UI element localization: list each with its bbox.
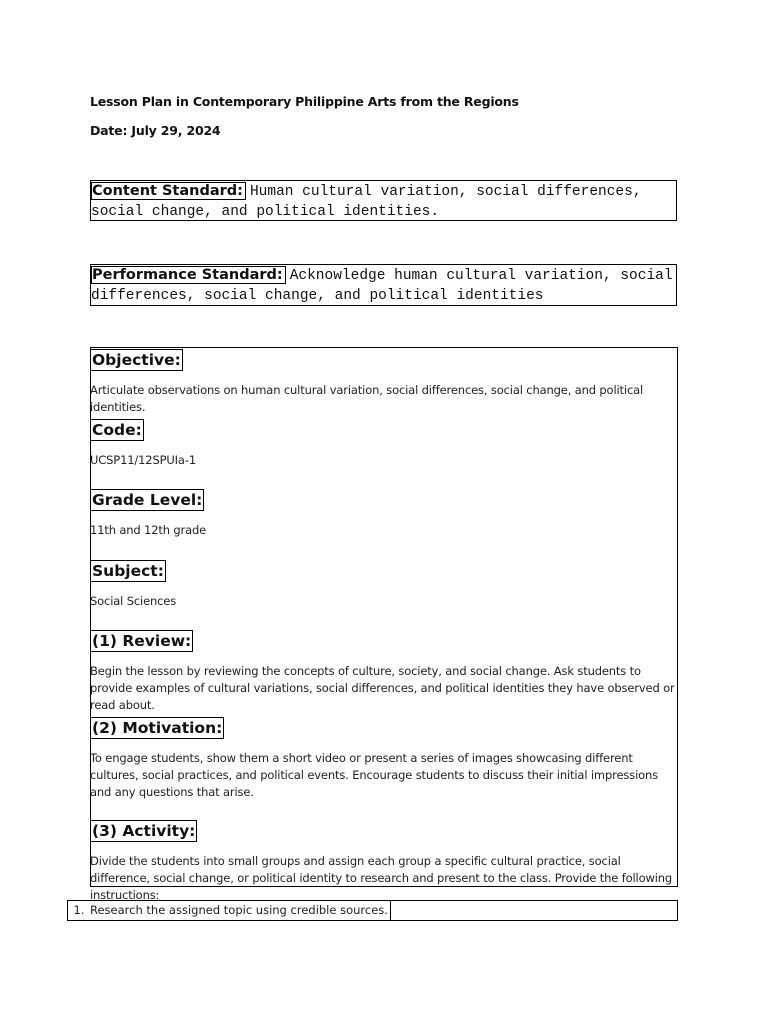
- subject-text: Social Sciences: [90, 594, 177, 608]
- document-title: Lesson Plan in Contemporary Philippine Arts from the Regions: [90, 94, 519, 109]
- grade-level-text: 11th and 12th grade: [90, 523, 207, 537]
- objective-text: Articulate observations on human cultural variation, social differences, social change, and political identities.: [90, 383, 644, 414]
- list-item-text: Research the assigned topic using credible sources.: [90, 901, 391, 920]
- code-text: UCSP11/12SPUIa-1: [90, 453, 196, 467]
- motivation-text: To engage students, show them a short video or present a series of images showcasing different cultures, social practices, and political events. Encourage students to discuss their initial impressions and any questions that arise.: [90, 751, 658, 799]
- performance-standard-text: Acknowledge human cultural variation, social differences, social change, and political identities: [91, 268, 673, 304]
- review-text: Begin the lesson by reviewing the concepts of culture, society, and social change. Ask students to provide examples of cultural variations, social differences, and political identities they have observed or read about.: [90, 664, 675, 712]
- list-item: [67, 900, 678, 921]
- content-standard-text: Human cultural variation, social differences, social change, and political identities.: [91, 184, 642, 220]
- lesson-details-box: [90, 347, 678, 887]
- activity-heading: (3) Activity:: [92, 822, 196, 840]
- motivation-heading: (2) Motivation:: [92, 719, 223, 737]
- content-standard-box: [90, 180, 677, 221]
- performance-standard-label: Performance Standard:: [91, 266, 286, 284]
- review-heading: (1) Review:: [92, 632, 192, 650]
- content-standard-label: Content Standard:: [91, 182, 246, 200]
- activity-text: Divide the students into small groups and assign each group a specific cultural practice, social difference, social change, or political identity to research and present to the class. Provide the following instructions:: [90, 854, 673, 902]
- grade-level-heading: Grade Level:: [92, 491, 203, 509]
- list-item-number: 1.: [73, 903, 85, 917]
- document-date: Date: July 29, 2024: [90, 123, 221, 138]
- performance-standard-box: [90, 264, 677, 306]
- objective-heading: Objective:: [92, 351, 181, 369]
- code-heading: Code:: [92, 421, 142, 439]
- subject-heading: Subject:: [92, 562, 164, 580]
